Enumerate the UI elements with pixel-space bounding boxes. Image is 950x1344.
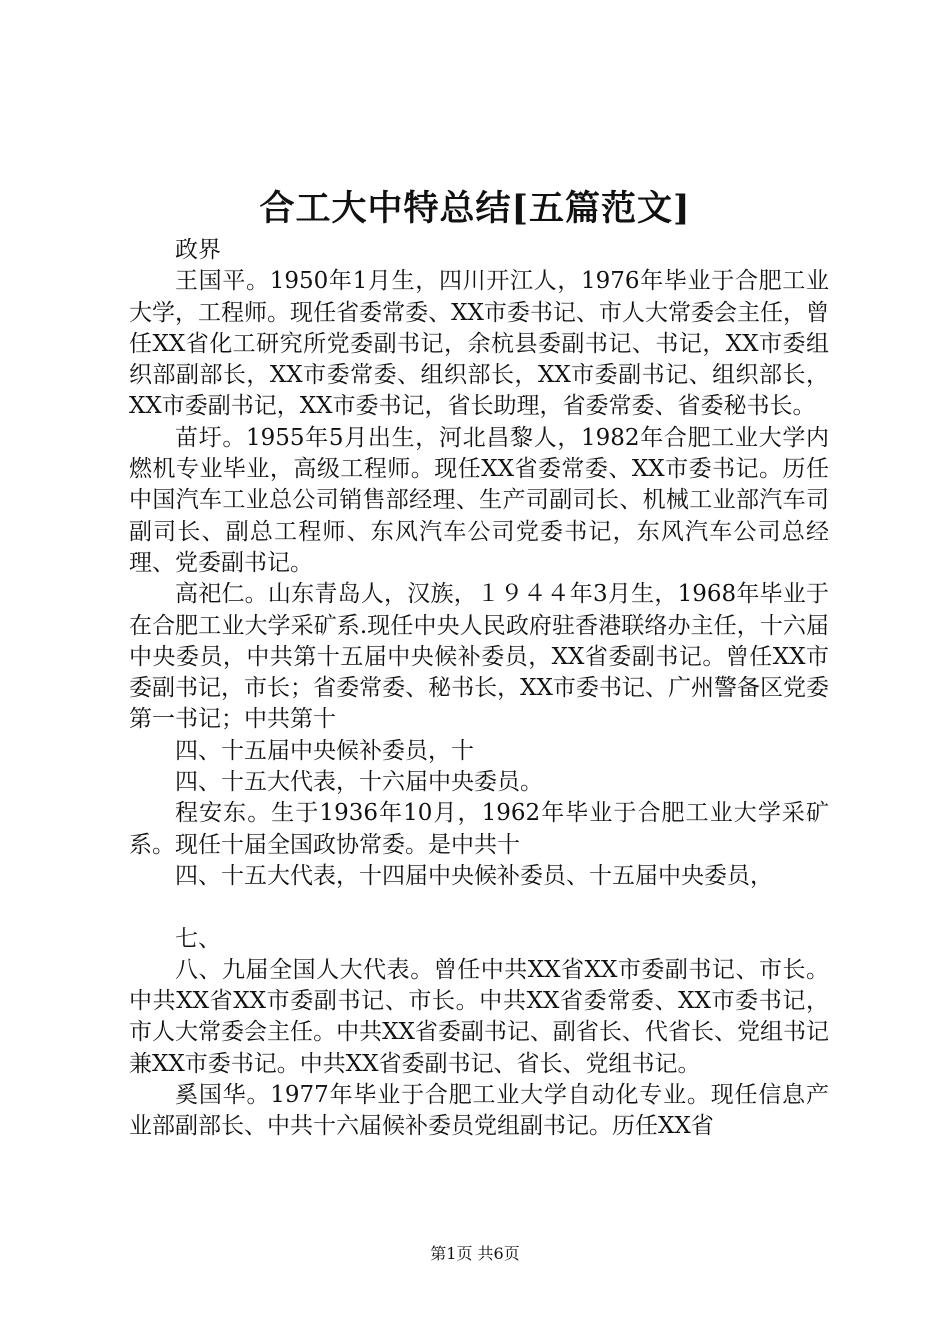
paragraph-xi-guohua: 奚国华。1977年毕业于合肥工业大学自动化专业。现任信息产业部副部长、中共十六届候补委员党组副书记。历任XX省: [129, 1082, 829, 1140]
paragraph-fragment: 七、: [175, 925, 221, 952]
paragraph-npc-representative: 八、九届全国人大代表。曾任中共XX省XX市委副书记、市长。中共XX省XX市委副书记、市长。中共XX省委常委、XX市委书记，市人大常委会主任。中共XX省委副书记、副省长、代省长、党组书记兼XX市委书记。中共XX省委副书记、省长、党组书记。: [129, 956, 829, 1077]
document-body: [129, 235, 829, 1143]
paragraph-fragment: 四、十五大代表，十四届中央候补委员、十五届中央委员，: [175, 862, 773, 889]
paragraph-cheng-andong: 程安东。生于1936年10月，1962年毕业于合肥工业大学采矿系。现任十届全国政协常委。是中共十: [129, 800, 829, 858]
paragraph-fragment: 四、十五届中央候补委员，十: [175, 737, 474, 764]
paragraph-fragment: 四、十五大代表，十六届中央委员。: [175, 769, 543, 796]
paragraph-miao-wei: 苗圩。1955年5月出生，河北昌黎人，1982年合肥工业大学内燃机专业毕业，高级工程师。现任XX省委常委、XX市委书记。历任中国汽车工业总公司销售部经理、生产司副司长、机械工业部汽车司副司长、副总工程师、东风汽车公司党委书记，东风汽车公司总经理、党委副书记。: [129, 424, 829, 576]
document-title: 合工大中特总结[五篇范文]: [259, 188, 691, 229]
paragraph-gao-siren: 高祀仁。山东青岛人，汉族，１９４４年3月生，1968年毕业于在合肥工业大学采矿系.现任中央人民政府驻香港联络办主任，十六届中央委员，中共第十五届中央候补委员，XX省委副书记。曾任XX市委副书记，市长；省委常委、秘书长，XX市委书记、广州警备区党委第一书记；中共第十: [129, 581, 829, 733]
paragraph-wang-guoping: 王国平。1950年1月生，四川开江人，1976年毕业于合肥工业大学，工程师。现任省委常委、XX市委书记、市人大常委会主任，曾任XX省化工研究所党委副书记，余杭县委副书记、书记，XX市委组织部副部长，XX市委常委、组织部长，XX市委副书记、组织部长，XX市委副书记，XX市委书记，省长助理，省委常委、省委秘书长。: [129, 268, 829, 420]
page-footer: 第1页 共6页: [430, 1244, 520, 1263]
paragraph-section-heading: 政界: [175, 237, 221, 263]
